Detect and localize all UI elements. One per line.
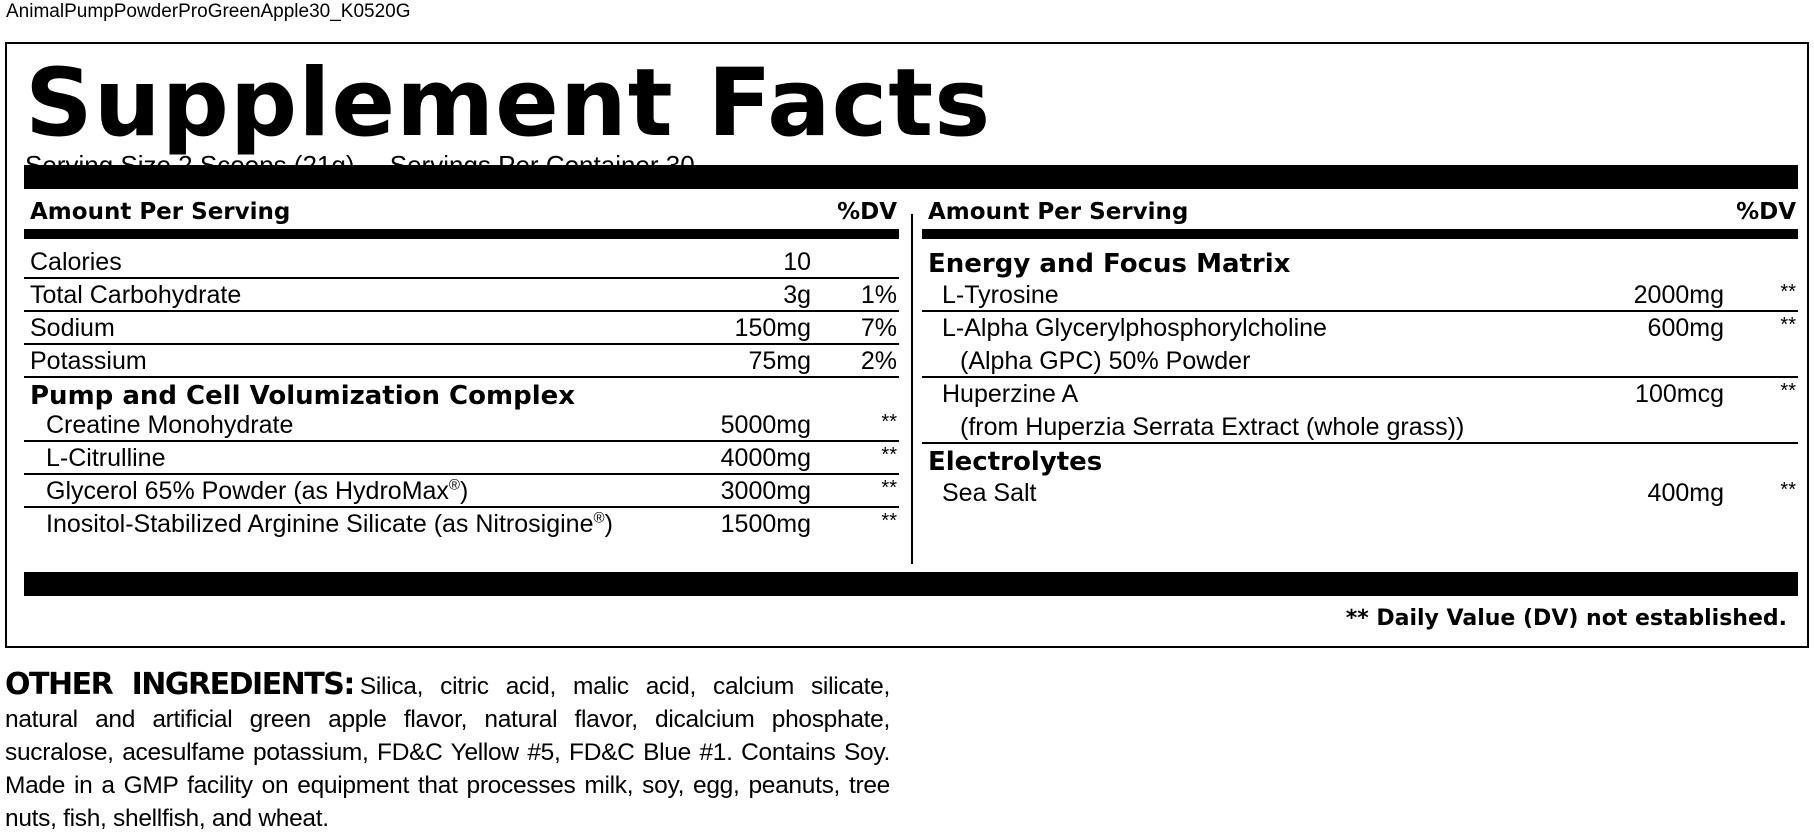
ingredient-dv: ** — [1780, 380, 1796, 402]
nutrient-name: Total Carbohydrate — [30, 281, 242, 309]
ingredient-name-detail: (from Huperzia Serrata Extract (whole grass)) — [960, 413, 1465, 441]
ingredient-name-close: ) — [459, 477, 469, 505]
electrolytes-heading-row — [922, 444, 1798, 477]
ingredient-amount: 1500mg — [720, 510, 811, 538]
ingredient-dv: ** — [881, 444, 897, 466]
left-header-rule — [24, 229, 899, 239]
other-ingredients — [5, 668, 890, 835]
matrix-heading-row — [922, 246, 1798, 279]
registered-mark: ® — [593, 509, 605, 527]
nutrient-amount: 3g — [783, 281, 811, 309]
nutrient-dv: 1% — [860, 281, 897, 309]
nutrient-row — [24, 312, 899, 345]
left-column — [24, 189, 899, 541]
ingredient-name — [46, 509, 613, 540]
ingredient-dv: ** — [881, 411, 897, 433]
supplement-facts-panel — [5, 42, 1809, 648]
top-thick-rule — [24, 165, 1798, 189]
ingredient-row — [24, 475, 899, 508]
ingredient-dv: ** — [1780, 479, 1796, 501]
nutrient-amount: 75mg — [748, 347, 811, 375]
ingredient-row — [922, 312, 1798, 378]
ingredient-row — [922, 378, 1798, 444]
dv-footnote: ** Daily Value (DV) not established. — [1345, 606, 1787, 631]
ingredient-name-text: Inositol-Stabilized Arginine Silicate (as Nitrosigine — [46, 510, 594, 538]
right-header-label: Amount Per Serving — [928, 199, 1189, 225]
nutrient-name: Calories — [30, 248, 122, 276]
panel-title: Supplement Facts — [25, 49, 992, 158]
nutrient-dv: 2% — [860, 347, 897, 375]
ingredient-row — [24, 508, 899, 541]
nutrient-amount: 150mg — [734, 314, 811, 342]
ingredient-name: Sea Salt — [942, 479, 1037, 507]
file-name-label: AnimalPumpPowderProGreenApple30_K0520G — [6, 1, 411, 22]
complex-heading-row — [24, 378, 899, 409]
ingredient-name: L-Tyrosine — [942, 281, 1059, 309]
ingredient-name-close: ) — [604, 510, 613, 538]
matrix-heading: Energy and Focus Matrix — [928, 249, 1291, 279]
ingredient-amount: 100mcg — [1635, 380, 1724, 408]
ingredient-dv: ** — [1780, 281, 1796, 303]
ingredient-amount: 5000mg — [720, 411, 811, 439]
nutrient-row — [24, 279, 899, 312]
ingredient-row — [24, 409, 899, 442]
left-header-label: Amount Per Serving — [30, 199, 291, 225]
left-header-dv: %DV — [837, 199, 897, 225]
right-header — [922, 189, 1798, 229]
nutrient-row — [24, 246, 899, 279]
ingredient-name: Huperzine A — [942, 380, 1079, 408]
nutrient-dv: 7% — [860, 314, 897, 342]
nutrient-name: Potassium — [30, 347, 147, 375]
ingredient-row — [922, 279, 1798, 312]
ingredient-dv: ** — [1780, 314, 1796, 336]
registered-mark: ® — [448, 476, 460, 494]
electrolytes-heading: Electrolytes — [928, 447, 1103, 477]
complex-heading: Pump and Cell Volumization Complex — [30, 381, 576, 411]
ingredient-amount: 4000mg — [720, 444, 811, 472]
nutrient-name: Sodium — [30, 314, 115, 342]
ingredient-row — [922, 477, 1798, 510]
other-ingredients-heading: OTHER INGREDIENTS: — [5, 667, 354, 702]
ingredient-name: L-Alpha Glycerylphosphorylcholine — [942, 314, 1327, 342]
ingredient-amount: 2000mg — [1633, 281, 1724, 309]
ingredient-name-detail: (Alpha GPC) 50% Powder — [960, 347, 1251, 375]
ingredient-dv: ** — [881, 510, 897, 532]
ingredient-dv: ** — [881, 477, 897, 499]
nutrient-amount: 10 — [783, 248, 811, 276]
ingredient-name: L-Citrulline — [46, 444, 166, 472]
ingredient-amount: 600mg — [1647, 314, 1724, 342]
nutrient-row — [24, 345, 899, 378]
ingredient-row — [24, 442, 899, 475]
bottom-thick-rule — [24, 572, 1798, 596]
ingredient-name — [46, 476, 468, 507]
left-header — [24, 189, 899, 229]
right-column — [922, 189, 1798, 510]
right-header-dv: %DV — [1736, 199, 1796, 225]
ingredient-amount: 400mg — [1647, 479, 1724, 507]
right-header-rule — [922, 229, 1798, 239]
other-ingredients-text: Silica, citric acid, malic acid, calcium silicate, natural and artificial green apple flavor, natural flavor, dicalcium phosphate, sucralose, acesulfame potassium, FD&C Yellow #5, FD&C Blue #1. Contains Soy. Made in a GMP facility on equipment that processes milk, soy, egg, peanuts, tree nuts, fish, shellfish, and wheat. — [5, 673, 890, 832]
ingredient-amount: 3000mg — [720, 477, 811, 505]
ingredient-name: Creatine Monohydrate — [46, 411, 294, 439]
ingredient-name-text: Glycerol 65% Powder (as HydroMax — [46, 477, 449, 505]
column-divider — [911, 214, 913, 564]
